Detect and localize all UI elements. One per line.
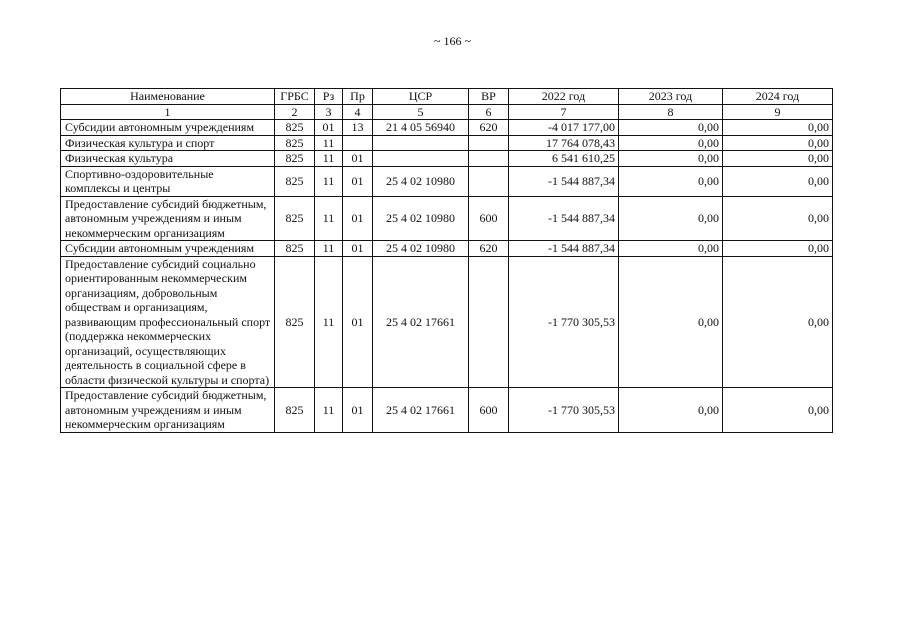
cell-rz: 11 xyxy=(315,256,343,388)
cell-pr: 01 xyxy=(343,256,373,388)
cell-pr: 01 xyxy=(343,196,373,241)
cell-grbs: 825 xyxy=(275,151,315,167)
cell-vr xyxy=(469,135,509,151)
column-number: 3 xyxy=(315,104,343,120)
table-row xyxy=(61,120,833,136)
header-name: Наименование xyxy=(61,89,275,105)
cell-vr xyxy=(469,256,509,388)
table-row xyxy=(61,196,833,241)
cell-2023: 0,00 xyxy=(619,256,723,388)
cell-grbs: 825 xyxy=(275,120,315,136)
table-row xyxy=(61,135,833,151)
table-row xyxy=(61,388,833,433)
cell-2023: 0,00 xyxy=(619,196,723,241)
table-body xyxy=(61,120,833,433)
cell-grbs: 825 xyxy=(275,256,315,388)
cell-rz: 11 xyxy=(315,388,343,433)
cell-2022: -1 770 305,53 xyxy=(509,256,619,388)
cell-csr: 25 4 02 17661 xyxy=(373,388,469,433)
cell-rz: 11 xyxy=(315,135,343,151)
cell-name: Физическая культура xyxy=(61,151,275,167)
cell-pr: 01 xyxy=(343,151,373,167)
cell-rz: 11 xyxy=(315,241,343,257)
cell-grbs: 825 xyxy=(275,241,315,257)
cell-2023: 0,00 xyxy=(619,241,723,257)
header-vr: ВР xyxy=(469,89,509,105)
cell-2022: -1 544 887,34 xyxy=(509,166,619,196)
cell-vr xyxy=(469,166,509,196)
header-2024: 2024 год xyxy=(723,89,833,105)
column-number-row xyxy=(61,104,833,120)
header-rz: Рз xyxy=(315,89,343,105)
cell-vr: 600 xyxy=(469,196,509,241)
header-pr: Пр xyxy=(343,89,373,105)
page-number: ~ 166 ~ xyxy=(434,34,471,48)
column-number: 2 xyxy=(275,104,315,120)
column-number: 6 xyxy=(469,104,509,120)
cell-2023: 0,00 xyxy=(619,135,723,151)
cell-name: Предоставление субсидий бюджетным, автономным учреждениям и иным некоммерческим организациям xyxy=(61,388,275,433)
cell-csr: 25 4 02 10980 xyxy=(373,241,469,257)
cell-vr: 620 xyxy=(469,120,509,136)
table-row xyxy=(61,256,833,388)
cell-grbs: 825 xyxy=(275,388,315,433)
cell-name: Субсидии автономным учреждениям xyxy=(61,120,275,136)
cell-2023: 0,00 xyxy=(619,151,723,167)
cell-csr: 25 4 02 10980 xyxy=(373,196,469,241)
cell-2022: -1 544 887,34 xyxy=(509,241,619,257)
cell-rz: 11 xyxy=(315,166,343,196)
cell-2024: 0,00 xyxy=(723,135,833,151)
cell-csr: 21 4 05 56940 xyxy=(373,120,469,136)
cell-rz: 11 xyxy=(315,196,343,241)
cell-name: Спортивно-оздоровительные комплексы и центры xyxy=(61,166,275,196)
header-csr: ЦСР xyxy=(373,89,469,105)
cell-grbs: 825 xyxy=(275,135,315,151)
table-row xyxy=(61,166,833,196)
cell-vr: 620 xyxy=(469,241,509,257)
header-2023: 2023 год xyxy=(619,89,723,105)
column-number: 4 xyxy=(343,104,373,120)
cell-2022: 6 541 610,25 xyxy=(509,151,619,167)
cell-2023: 0,00 xyxy=(619,120,723,136)
header-2022: 2022 год xyxy=(509,89,619,105)
cell-2024: 0,00 xyxy=(723,166,833,196)
table-row xyxy=(61,241,833,257)
cell-name: Субсидии автономным учреждениям xyxy=(61,241,275,257)
cell-vr: 600 xyxy=(469,388,509,433)
cell-rz: 11 xyxy=(315,151,343,167)
cell-2024: 0,00 xyxy=(723,120,833,136)
cell-grbs: 825 xyxy=(275,196,315,241)
cell-2024: 0,00 xyxy=(723,241,833,257)
table-row xyxy=(61,151,833,167)
column-number: 5 xyxy=(373,104,469,120)
cell-csr: 25 4 02 10980 xyxy=(373,166,469,196)
cell-pr: 01 xyxy=(343,166,373,196)
cell-name: Предоставление субсидий социально ориентированным некоммерческим организациям, добровольным обществам и организациям, развивающим профессиональный спорт (поддержка некоммерческих организаций, осуществляющих деятельность в социальной сфере в области физической культуры и спорта) xyxy=(61,256,275,388)
cell-pr: 01 xyxy=(343,388,373,433)
cell-2022: -4 017 177,00 xyxy=(509,120,619,136)
header-row xyxy=(61,89,833,105)
column-number: 9 xyxy=(723,104,833,120)
cell-2024: 0,00 xyxy=(723,196,833,241)
cell-2024: 0,00 xyxy=(723,256,833,388)
cell-2022: 17 764 078,43 xyxy=(509,135,619,151)
cell-2024: 0,00 xyxy=(723,151,833,167)
cell-csr xyxy=(373,135,469,151)
cell-rz: 01 xyxy=(315,120,343,136)
cell-pr xyxy=(343,135,373,151)
cell-2022: -1 544 887,34 xyxy=(509,196,619,241)
cell-csr: 25 4 02 17661 xyxy=(373,256,469,388)
cell-name: Физическая культура и спорт xyxy=(61,135,275,151)
cell-2024: 0,00 xyxy=(723,388,833,433)
cell-name: Предоставление субсидий бюджетным, автономным учреждениям и иным некоммерческим организациям xyxy=(61,196,275,241)
column-number: 1 xyxy=(61,104,275,120)
cell-2023: 0,00 xyxy=(619,166,723,196)
cell-vr xyxy=(469,151,509,167)
column-number: 7 xyxy=(509,104,619,120)
cell-pr: 13 xyxy=(343,120,373,136)
cell-2023: 0,00 xyxy=(619,388,723,433)
cell-2022: -1 770 305,53 xyxy=(509,388,619,433)
column-number: 8 xyxy=(619,104,723,120)
cell-grbs: 825 xyxy=(275,166,315,196)
cell-pr: 01 xyxy=(343,241,373,257)
cell-csr xyxy=(373,151,469,167)
header-grbs: ГРБС xyxy=(275,89,315,105)
budget-table xyxy=(60,88,833,433)
